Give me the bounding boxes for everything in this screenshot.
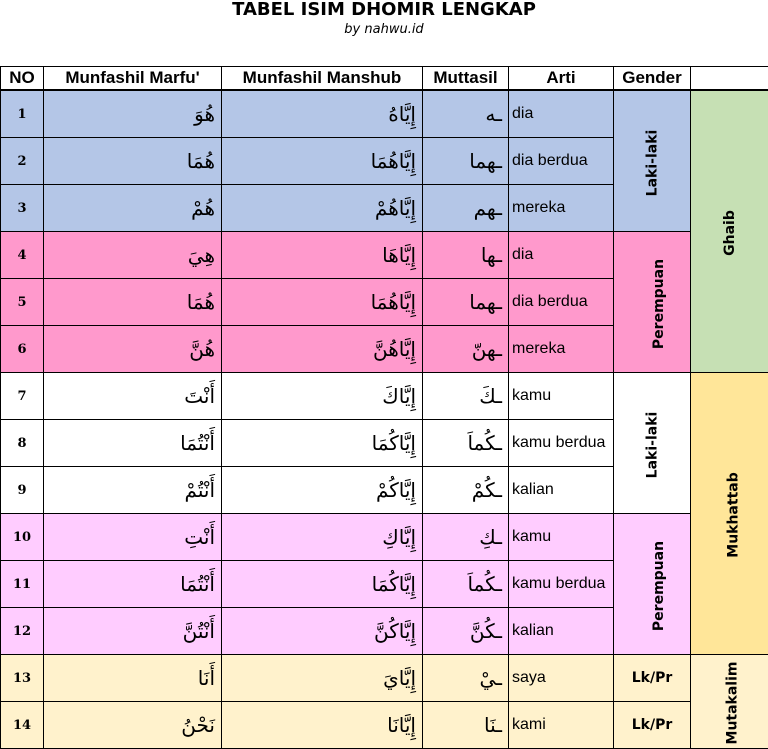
gender-label: Laki-laki	[644, 129, 660, 196]
munfashil-manshub-cell: إِيَّاهَا	[222, 232, 423, 279]
munfashil-marfu-cell: أَنْتُمْ	[44, 467, 222, 514]
muttasil-cell: ـكُمْ	[423, 467, 509, 514]
row-number: 11	[1, 561, 44, 608]
row-number: 2	[1, 138, 44, 185]
gender-cell-perempuan	[614, 232, 691, 373]
category-cell-mutakalim	[691, 655, 768, 749]
muttasil-cell: ـيْ	[423, 655, 509, 702]
munfashil-manshub-cell: إِيَّاهُمَا	[222, 138, 423, 185]
munfashil-manshub-cell: إِيَّاهُنَّ	[222, 326, 423, 373]
muttasil-cell: ـهنّ	[423, 326, 509, 373]
row-number: 12	[1, 608, 44, 655]
munfashil-manshub-cell: إِيَّاكُمَا	[222, 420, 423, 467]
arti-cell: mereka	[509, 326, 614, 373]
muttasil-cell: ـهم	[423, 185, 509, 232]
munfashil-manshub-cell: إِيَّاهُمَا	[222, 279, 423, 326]
munfashil-marfu-cell: أَنْتَ	[44, 373, 222, 420]
row-number: 4	[1, 232, 44, 279]
col-header-no: NO	[1, 67, 44, 91]
muttasil-cell: ـهما	[423, 138, 509, 185]
table-row	[1, 373, 768, 420]
row-number: 9	[1, 467, 44, 514]
row-number: 6	[1, 326, 44, 373]
munfashil-manshub-cell: إِيَّايَ	[222, 655, 423, 702]
row-number: 14	[1, 702, 44, 749]
arti-cell: kamu	[509, 373, 614, 420]
munfashil-manshub-cell: إِيَّاكُمْ	[222, 467, 423, 514]
gender-label: Laki-laki	[644, 411, 660, 478]
table-row	[1, 90, 768, 138]
row-number: 10	[1, 514, 44, 561]
arti-cell: dia	[509, 232, 614, 279]
muttasil-cell: ـكَ	[423, 373, 509, 420]
arti-cell: dia berdua	[509, 279, 614, 326]
category-label: Mutakalim	[724, 662, 740, 745]
gender-cell-perempuan	[614, 514, 691, 655]
muttasil-cell: ـهما	[423, 279, 509, 326]
col-header-munfashil-manshub: Munfashil Manshub	[222, 67, 423, 91]
arti-cell: kamu berdua	[509, 420, 614, 467]
gender-cell-laki-laki	[614, 373, 691, 514]
munfashil-marfu-cell: نَحْنُ	[44, 702, 222, 749]
munfashil-manshub-cell: إِيَّاكِ	[222, 514, 423, 561]
col-header-gender: Gender	[614, 67, 691, 91]
munfashil-marfu-cell: هُوَ	[44, 90, 222, 138]
table-row	[1, 655, 768, 702]
muttasil-cell: ـكُماَ	[423, 561, 509, 608]
muttasil-cell: ـه	[423, 90, 509, 138]
munfashil-manshub-cell: إِيَّاكَ	[222, 373, 423, 420]
munfashil-manshub-cell: إِيَّاكُنَّ	[222, 608, 423, 655]
munfashil-marfu-cell: أَنْتِ	[44, 514, 222, 561]
arti-cell: dia	[509, 90, 614, 138]
munfashil-marfu-cell: أَنْتُمَا	[44, 561, 222, 608]
col-header-munfashil-marfu: Munfashil Marfu'	[44, 67, 222, 91]
munfashil-manshub-cell: إِيَّاهُ	[222, 90, 423, 138]
page-title: TABEL ISIM DHOMIR LENGKAP	[0, 0, 768, 20]
table-row	[1, 232, 768, 279]
arti-cell: kami	[509, 702, 614, 749]
row-number: 3	[1, 185, 44, 232]
muttasil-cell: ـها	[423, 232, 509, 279]
gender-cell-lk-pr: Lk/Pr	[614, 702, 691, 749]
munfashil-marfu-cell: أَنَا	[44, 655, 222, 702]
row-number: 1	[1, 90, 44, 138]
munfashil-marfu-cell: أَنْتُمَا	[44, 420, 222, 467]
table-row	[1, 514, 768, 561]
arti-cell: kalian	[509, 608, 614, 655]
arti-cell: kamu	[509, 514, 614, 561]
gender-cell-laki-laki	[614, 90, 691, 232]
category-cell-mukhattab	[691, 373, 768, 655]
col-header-muttasil: Muttasil	[423, 67, 509, 91]
table-row	[1, 702, 768, 749]
category-label: Ghaib	[721, 210, 737, 256]
munfashil-marfu-cell: هُمْ	[44, 185, 222, 232]
row-number: 13	[1, 655, 44, 702]
arti-cell: saya	[509, 655, 614, 702]
arti-cell: mereka	[509, 185, 614, 232]
row-number: 8	[1, 420, 44, 467]
category-label: Mukhattab	[726, 472, 742, 557]
row-number: 5	[1, 279, 44, 326]
row-number: 7	[1, 373, 44, 420]
muttasil-cell: ـنَا	[423, 702, 509, 749]
gender-label: Perempuan	[651, 258, 667, 348]
munfashil-marfu-cell: هُمَا	[44, 138, 222, 185]
munfashil-manshub-cell: إِيَّاكُمَا	[222, 561, 423, 608]
col-header-category	[691, 67, 768, 91]
muttasil-cell: ـكُنَّ	[423, 608, 509, 655]
munfashil-manshub-cell: إِيَّاهُمْ	[222, 185, 423, 232]
munfashil-marfu-cell: أَنْتُنَّ	[44, 608, 222, 655]
page-subtitle: by nahwu.id	[0, 22, 768, 38]
gender-label: Perempuan	[651, 540, 667, 630]
dhomir-table	[0, 66, 768, 749]
muttasil-cell: ـكُماَ	[423, 420, 509, 467]
header-row	[1, 67, 768, 91]
munfashil-manshub-cell: إِيَّانَا	[222, 702, 423, 749]
munfashil-marfu-cell: هُنَّ	[44, 326, 222, 373]
gender-cell-lk-pr: Lk/Pr	[614, 655, 691, 702]
category-cell-ghaib	[691, 90, 768, 373]
arti-cell: kalian	[509, 467, 614, 514]
munfashil-marfu-cell: هُمَا	[44, 279, 222, 326]
munfashil-marfu-cell: هِيَ	[44, 232, 222, 279]
col-header-arti: Arti	[509, 67, 614, 91]
arti-cell: kamu berdua	[509, 561, 614, 608]
arti-cell: dia berdua	[509, 138, 614, 185]
muttasil-cell: ـكِ	[423, 514, 509, 561]
